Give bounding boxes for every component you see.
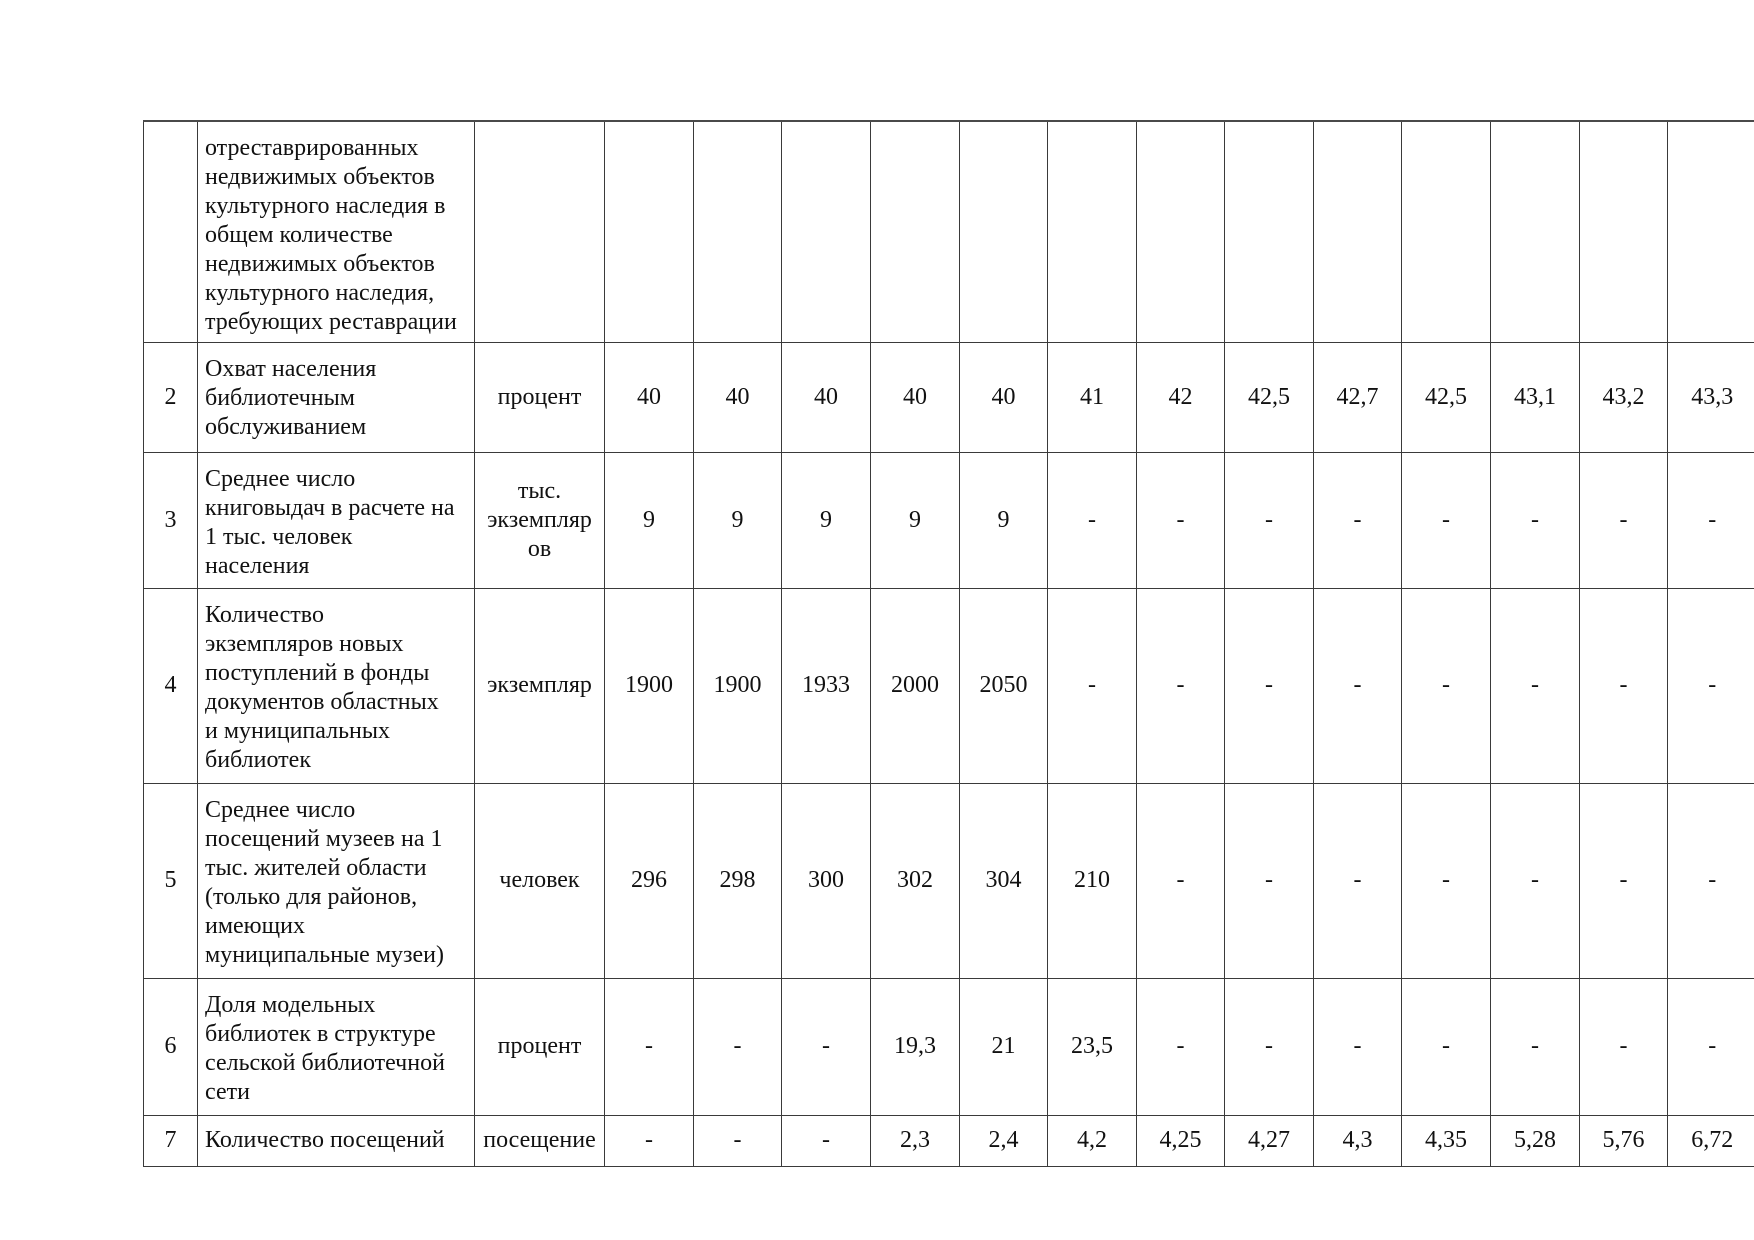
- value-cell: 2000: [871, 588, 960, 783]
- value-cell: 2050: [960, 588, 1048, 783]
- indicator-description-cell: [198, 588, 475, 783]
- value-cell: -: [782, 1115, 871, 1166]
- value-cell: 43,3: [1668, 342, 1754, 452]
- value-cell: -: [1225, 452, 1314, 588]
- value-cell: -: [1491, 978, 1580, 1115]
- table-row: [144, 783, 1754, 978]
- unit-cell: [475, 452, 605, 588]
- description-line: населения: [205, 552, 310, 579]
- value-cell: -: [1314, 588, 1402, 783]
- value-cell: 40: [960, 342, 1048, 452]
- value-cell: 43,2: [1580, 342, 1668, 452]
- value-cell: 41: [1048, 342, 1137, 452]
- value-cell: 9: [782, 452, 871, 588]
- value-cell: -: [694, 1115, 782, 1166]
- value-cell: -: [1491, 588, 1580, 783]
- indicator-description-cell: [198, 342, 475, 452]
- description-line: Охват населения: [205, 355, 377, 382]
- description-line: сельской библиотечной: [205, 1049, 445, 1076]
- value-cell: 5,76: [1580, 1115, 1668, 1166]
- value-cell: -: [1314, 452, 1402, 588]
- value-cell: -: [605, 978, 694, 1115]
- indicator-description-cell: [198, 121, 475, 342]
- description-line: и муниципальных: [205, 717, 391, 744]
- value-cell: 2,3: [871, 1115, 960, 1166]
- description-line: библиотек: [205, 746, 311, 773]
- value-cell: -: [1402, 452, 1491, 588]
- table-row: [144, 121, 1754, 342]
- row-number-cell: 2: [144, 342, 198, 452]
- value-cell: 304: [960, 783, 1048, 978]
- value-cell: -: [1580, 978, 1668, 1115]
- value-cell: 42,7: [1314, 342, 1402, 452]
- description-line: Среднее число: [205, 465, 356, 492]
- value-cell: -: [1314, 783, 1402, 978]
- description-line: библиотечным: [205, 384, 355, 411]
- row-number-cell: [144, 121, 198, 342]
- value-cell: -: [1314, 978, 1402, 1115]
- row-number-cell: 5: [144, 783, 198, 978]
- unit-cell: [475, 121, 605, 342]
- value-cell: 40: [871, 342, 960, 452]
- value-cell: 9: [605, 452, 694, 588]
- indicators-table: [143, 120, 1754, 1167]
- value-cell: 9: [871, 452, 960, 588]
- table-row: [144, 588, 1754, 783]
- value-cell: 43,1: [1491, 342, 1580, 452]
- value-cell: [871, 121, 960, 342]
- unit-line: экземпляр: [487, 672, 592, 698]
- table-row: [144, 978, 1754, 1115]
- description-line: недвижимых объектов: [205, 251, 435, 277]
- unit-line: человек: [499, 867, 580, 893]
- value-cell: 5,28: [1491, 1115, 1580, 1166]
- value-cell: [960, 121, 1048, 342]
- value-cell: 1900: [605, 588, 694, 783]
- row-number-cell: 6: [144, 978, 198, 1115]
- unit-cell: [475, 342, 605, 452]
- value-cell: 42,5: [1225, 342, 1314, 452]
- description-line: культурного наследия,: [205, 280, 435, 306]
- value-cell: 4,2: [1048, 1115, 1137, 1166]
- value-cell: 40: [605, 342, 694, 452]
- value-cell: 40: [694, 342, 782, 452]
- value-cell: 300: [782, 783, 871, 978]
- description-line: посещений музеев на 1: [205, 825, 443, 852]
- value-cell: 42,5: [1402, 342, 1491, 452]
- value-cell: [1048, 121, 1137, 342]
- description-line: требующих реставрации: [205, 309, 457, 335]
- value-cell: -: [1048, 588, 1137, 783]
- table-row: [144, 452, 1754, 588]
- value-cell: -: [1668, 978, 1754, 1115]
- value-cell: [1668, 121, 1754, 342]
- value-cell: -: [1137, 783, 1225, 978]
- value-cell: 9: [960, 452, 1048, 588]
- description-line: Среднее число: [205, 796, 356, 823]
- value-cell: [605, 121, 694, 342]
- value-cell: -: [1668, 452, 1754, 588]
- description-line: Количество: [205, 601, 324, 628]
- value-cell: 4,35: [1402, 1115, 1491, 1166]
- description-line: имеющих: [205, 912, 305, 939]
- row-number-cell: 4: [144, 588, 198, 783]
- row-number-cell: 7: [144, 1115, 198, 1166]
- value-cell: -: [1491, 783, 1580, 978]
- value-cell: -: [1402, 978, 1491, 1115]
- value-cell: -: [1402, 783, 1491, 978]
- value-cell: -: [1668, 588, 1754, 783]
- value-cell: 296: [605, 783, 694, 978]
- value-cell: 2,4: [960, 1115, 1048, 1166]
- value-cell: [694, 121, 782, 342]
- description-line: 1 тыс. человек: [205, 523, 353, 550]
- unit-line: процент: [497, 383, 582, 410]
- unit-line: посещение: [483, 1127, 596, 1153]
- value-cell: -: [1580, 452, 1668, 588]
- value-cell: -: [1137, 588, 1225, 783]
- value-cell: -: [694, 978, 782, 1115]
- description-line: муниципальные музеи): [205, 941, 444, 968]
- value-cell: -: [1580, 783, 1668, 978]
- value-cell: -: [1580, 588, 1668, 783]
- value-cell: 4,27: [1225, 1115, 1314, 1166]
- value-cell: -: [1225, 783, 1314, 978]
- unit-cell: [475, 783, 605, 978]
- description-line: экземпляров новых: [205, 630, 404, 657]
- value-cell: 9: [694, 452, 782, 588]
- value-cell: 1900: [694, 588, 782, 783]
- description-line: поступлений в фонды: [205, 659, 430, 686]
- value-cell: [1314, 121, 1402, 342]
- value-cell: [1491, 121, 1580, 342]
- value-cell: [1225, 121, 1314, 342]
- value-cell: -: [1137, 978, 1225, 1115]
- value-cell: 42: [1137, 342, 1225, 452]
- value-cell: 40: [782, 342, 871, 452]
- indicator-description-cell: [198, 452, 475, 588]
- value-cell: -: [1225, 978, 1314, 1115]
- description-line: тыс. жителей области: [205, 854, 427, 881]
- unit-cell: [475, 1115, 605, 1166]
- value-cell: 302: [871, 783, 960, 978]
- value-cell: 298: [694, 783, 782, 978]
- description-line: книговыдач в расчете на: [205, 494, 455, 521]
- value-cell: [1137, 121, 1225, 342]
- description-line: обслуживанием: [205, 413, 367, 440]
- row-number-cell: 3: [144, 452, 198, 588]
- value-cell: -: [1402, 588, 1491, 783]
- unit-line: ов: [527, 535, 552, 562]
- description-line: отреставрированных: [205, 135, 419, 161]
- description-line: Доля модельных: [205, 991, 376, 1018]
- value-cell: -: [605, 1115, 694, 1166]
- description-line: (только для районов,: [205, 883, 418, 910]
- value-cell: -: [1668, 783, 1754, 978]
- description-line: сети: [205, 1078, 250, 1105]
- unit-line: тыс.: [517, 477, 562, 504]
- indicator-description-cell: [198, 978, 475, 1115]
- value-cell: [1580, 121, 1668, 342]
- value-cell: -: [782, 978, 871, 1115]
- unit-line: процент: [497, 1033, 582, 1059]
- description-line: общем количестве: [205, 222, 393, 248]
- unit-line: экземпляр: [487, 506, 592, 533]
- value-cell: [1402, 121, 1491, 342]
- value-cell: 210: [1048, 783, 1137, 978]
- description-line: документов областных: [205, 688, 439, 715]
- value-cell: 23,5: [1048, 978, 1137, 1115]
- indicator-description-cell: [198, 783, 475, 978]
- value-cell: -: [1137, 452, 1225, 588]
- value-cell: -: [1048, 452, 1137, 588]
- value-cell: 19,3: [871, 978, 960, 1115]
- description-line: Количество посещений: [205, 1127, 445, 1153]
- value-cell: 21: [960, 978, 1048, 1115]
- value-cell: [782, 121, 871, 342]
- description-line: культурного наследия в: [205, 193, 446, 219]
- value-cell: 1933: [782, 588, 871, 783]
- description-line: недвижимых объектов: [205, 164, 435, 190]
- value-cell: 6,72: [1668, 1115, 1754, 1166]
- unit-cell: [475, 588, 605, 783]
- value-cell: 4,25: [1137, 1115, 1225, 1166]
- value-cell: -: [1491, 452, 1580, 588]
- table-row: [144, 1115, 1754, 1166]
- value-cell: -: [1225, 588, 1314, 783]
- value-cell: 4,3: [1314, 1115, 1402, 1166]
- indicator-description-cell: [198, 1115, 475, 1166]
- description-line: библиотек в структуре: [205, 1020, 436, 1047]
- unit-cell: [475, 978, 605, 1115]
- table-row: [144, 342, 1754, 452]
